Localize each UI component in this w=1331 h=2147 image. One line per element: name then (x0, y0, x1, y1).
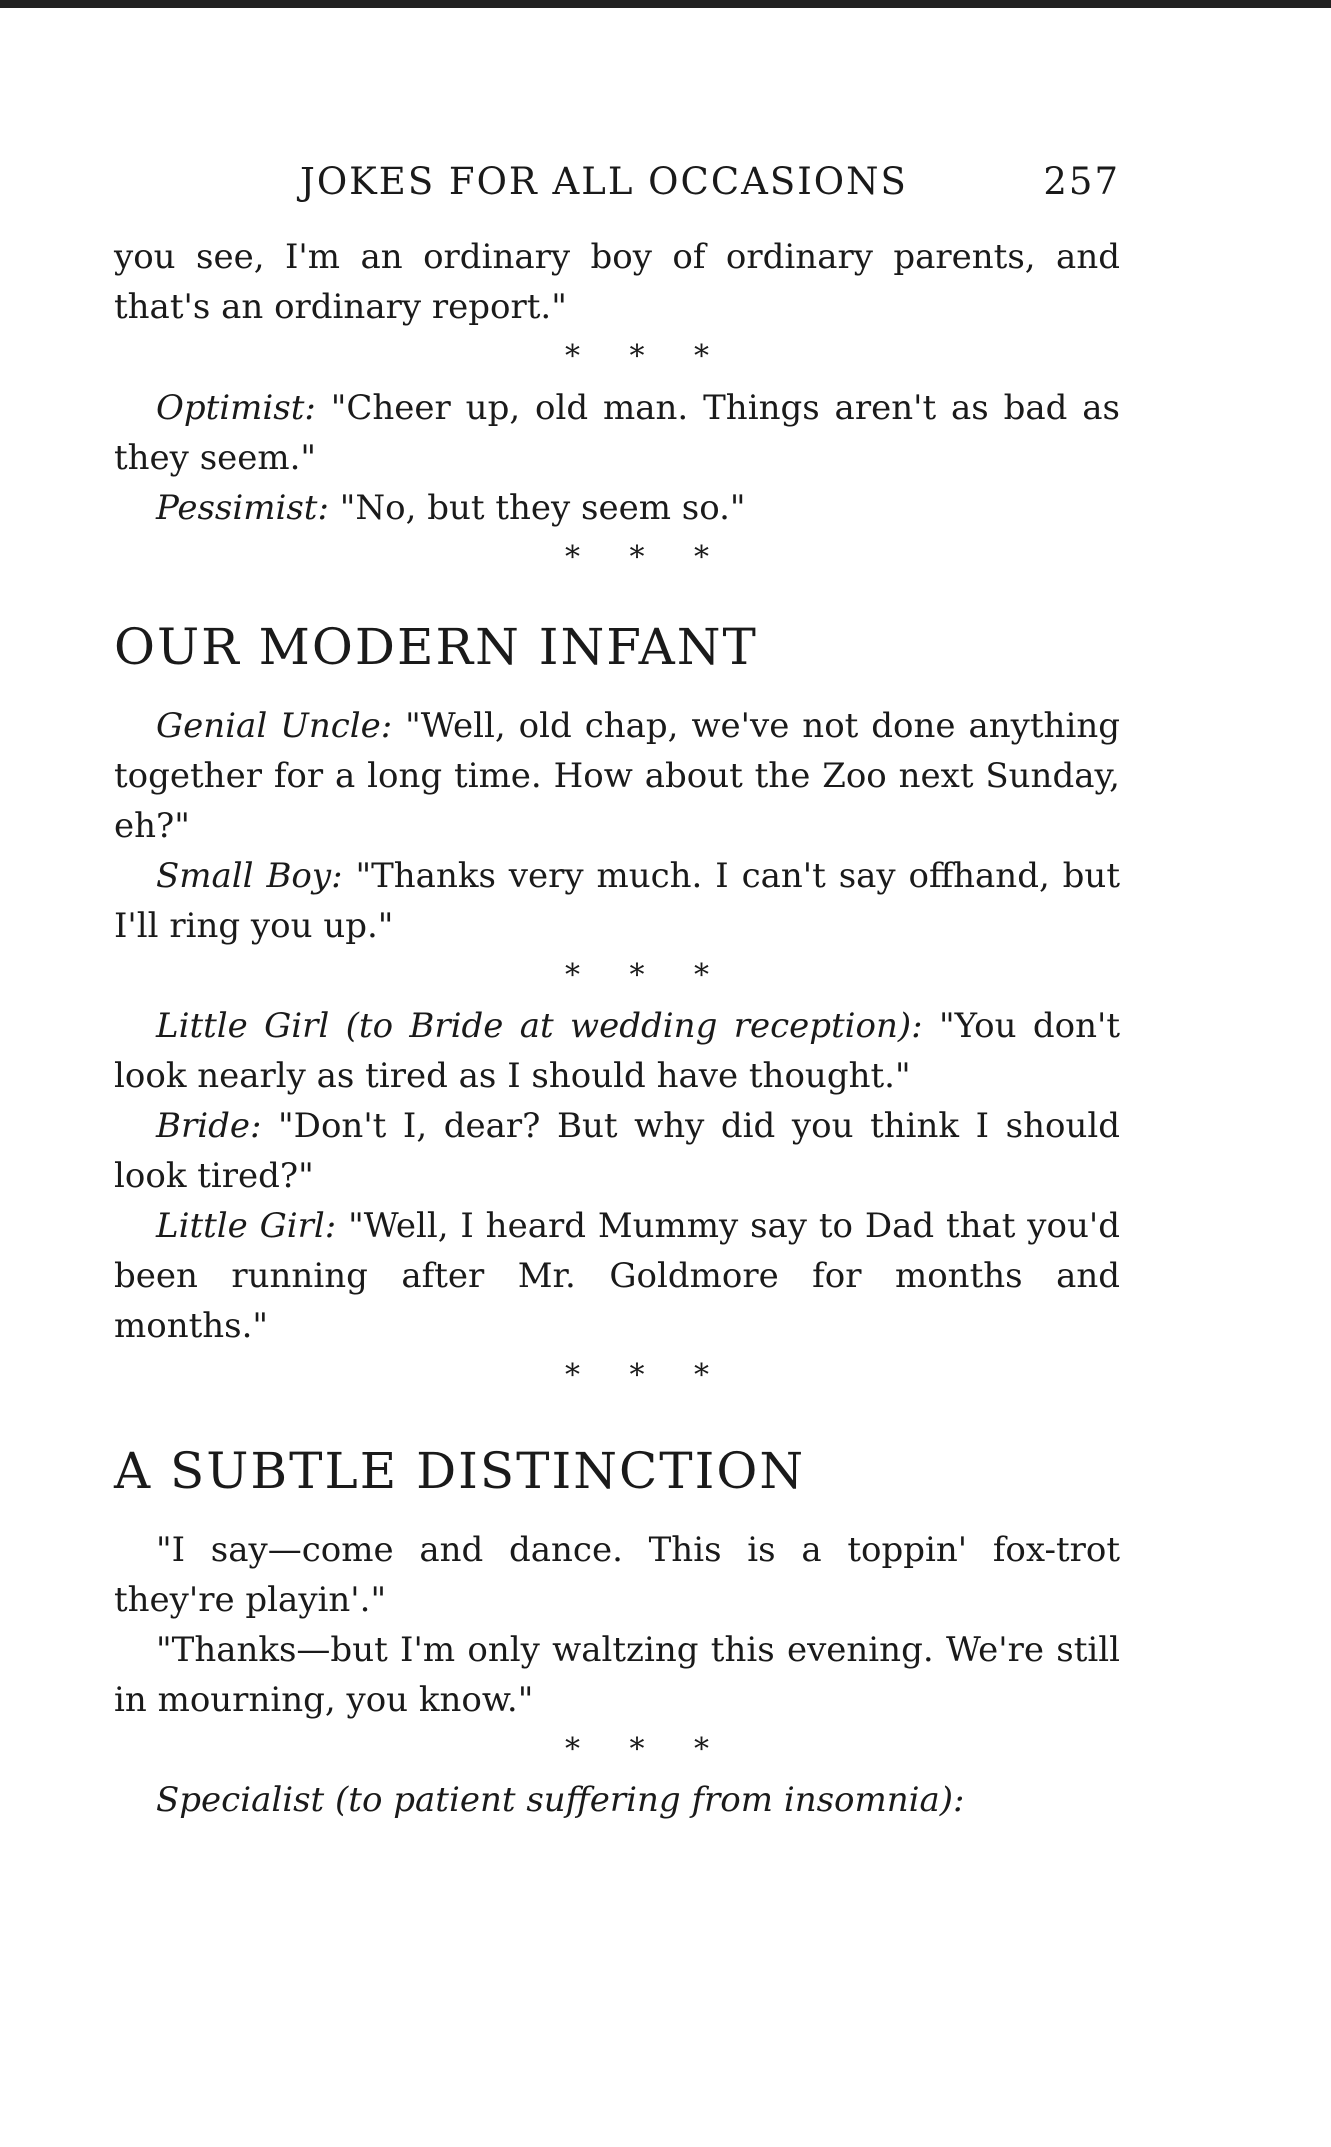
optimist-line: "Cheer up, old man. Things aren't as bad as they seem." (114, 388, 1120, 478)
paragraph-specialist (114, 1775, 1120, 1825)
paragraph-pessimist (114, 483, 1120, 533)
running-head (114, 160, 1120, 210)
paragraph-bride (114, 1101, 1120, 1201)
speaker-optimist: Optimist: (156, 388, 316, 428)
speaker-uncle: Genial Uncle: (156, 706, 393, 746)
separator-stars: * * * (564, 339, 710, 374)
paragraph-little-girl (114, 1001, 1120, 1101)
pessimist-line: "No, but they seem so." (339, 488, 746, 528)
paragraph-optimist (114, 383, 1120, 483)
section-heading-our-modern-infant: OUR MODERN INFANT (114, 618, 758, 676)
paragraph-uncle (114, 701, 1120, 851)
speaker-specialist: Specialist (156, 1780, 325, 1820)
separator-stars: * * * (564, 1732, 710, 1767)
speaker-little-girl: Little Girl (156, 1006, 330, 1046)
small-boy-line: "Thanks very much. I can't say offhand, but I'll ring you up." (114, 856, 1120, 946)
book-page (114, 160, 1120, 1825)
speaker-small-boy: Small Boy: (156, 856, 343, 896)
little-girl-line: "You don't look nearly as tired as I should have thought." (114, 1006, 1120, 1096)
top-page-edge (0, 0, 1331, 8)
separator-stars: * * * (564, 958, 710, 993)
uncle-line: "Well, old chap, we've not done anything together for a long time. How about the Zoo next Sunday, eh?" (114, 706, 1120, 846)
speaker-bride: Bride: (156, 1106, 262, 1146)
running-title: JOKES FOR ALL OCCASIONS (300, 160, 908, 203)
paragraph-dance-invite: "I say—come and dance. This is a toppin' fox-trot they're playin'." (114, 1530, 1120, 1620)
little-girl-reply-line: "Well, I heard Mummy say to Dad that you'd been running after Mr. Goldmore for months and months." (114, 1206, 1120, 1346)
separator-stars: * * * (564, 1358, 710, 1393)
speaker-little-girl-2: Little Girl: (156, 1206, 337, 1246)
separator-stars: * * * (564, 540, 710, 575)
paragraph-little-girl-reply (114, 1201, 1120, 1351)
paragraph-small-boy (114, 851, 1120, 951)
speaker-pessimist: Pessimist: (156, 488, 329, 528)
paragraph-continuation: you see, I'm an ordinary boy of ordinary parents, and that's an ordinary report." (114, 237, 1120, 327)
stage-direction-insomnia: (to patient suffering from insomnia): (335, 1780, 965, 1820)
paragraph-dance-reply: "Thanks—but I'm only waltzing this evening. We're still in mourning, you know." (114, 1630, 1120, 1720)
bride-line: "Don't I, dear? But why did you think I should look tired?" (114, 1106, 1120, 1196)
section-heading-a-subtle-distinction: A SUBTLE DISTINCTION (114, 1442, 806, 1500)
stage-direction-bride: (to Bride at wedding reception): (345, 1006, 923, 1046)
page-number: 257 (1043, 160, 1120, 203)
